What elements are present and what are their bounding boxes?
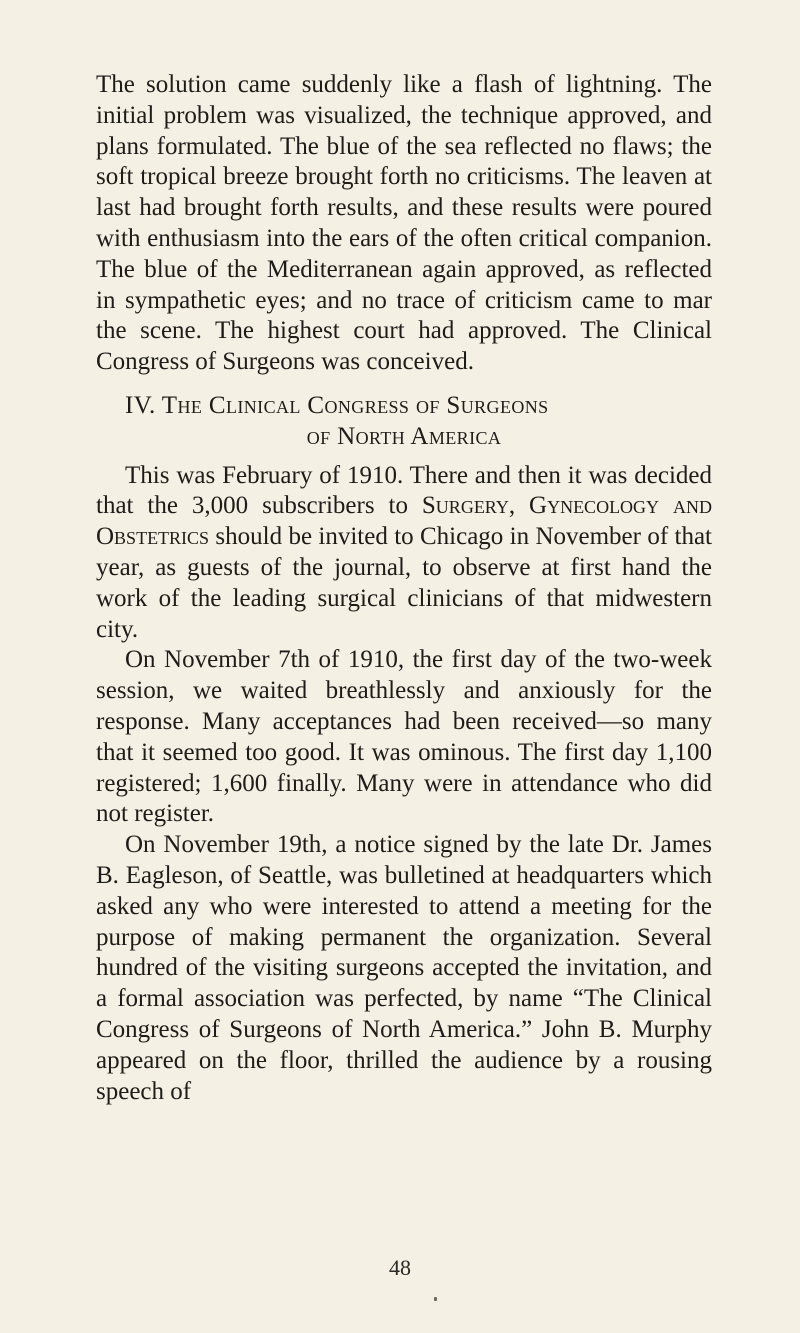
- paragraph-solution: The solution came suddenly like a flash of lightning. The initial problem was visualized, the technique approved, and plans formulated. The blue of the sea reflected no flaws; the soft tropical breeze brought forth no criticisms. The leaven at last had brought forth results, and these results were poured with enthusiasm into the ears of the often critical companion. The blue of the Mediterranean again approved, as reflected in sympathetic eyes; and no trace of criticism came to mar the scene. The highest court had approved. The Clinical Congress of Surgeons was conceived.: [96, 71, 712, 376]
- section-heading-line-1: IV. The Clinical Congress of Surgeons: [125, 391, 549, 419]
- paper-speck: [434, 1297, 437, 1301]
- paragraph-november-7th: On November 7th of 1910, the first day of the two-week session, we waited breathlessly and anxiously for the response. Many acceptances had been received—so many that it seemed too good. It was ominous. The first day 1,100 registered; 1,600 finally. Many were in attendance who did not register.: [96, 646, 712, 828]
- paragraph-november-19th: On November 19th, a notice signed by the late Dr. James B. Eagleson, of Seattle, was bulletined at headquarters which asked any who were interested to attend a meeting for the purpose of making permanent the organization. Several hundred of the visiting surgeons accepted the invitation, and a formal association was perfected, by name “The Clinical Congress of Surgeons of North America.” John B. Murphy appeared on the floor, thrilled the audience by a rousing speech of: [96, 831, 712, 1105]
- paragraph-february-1910: [96, 461, 712, 646]
- paragraph-february-1910-text-end: should be invited to Chicago in November of that year, as guests of the journal, to observe at first hand the work of the leading surgical clinicians of that midwestern city.: [96, 523, 712, 643]
- section-heading: [96, 378, 712, 461]
- paragraph-february-1910-text-start: This was February of 1910. There and then it was decided that the 3,000 subscribers to: [96, 461, 712, 520]
- page-number: 48: [389, 1255, 411, 1280]
- section-heading-line-2: of North America: [306, 422, 502, 450]
- journal-title: Surgery, Gynecology and Obstetrics: [96, 492, 712, 551]
- page-body: [96, 70, 712, 1107]
